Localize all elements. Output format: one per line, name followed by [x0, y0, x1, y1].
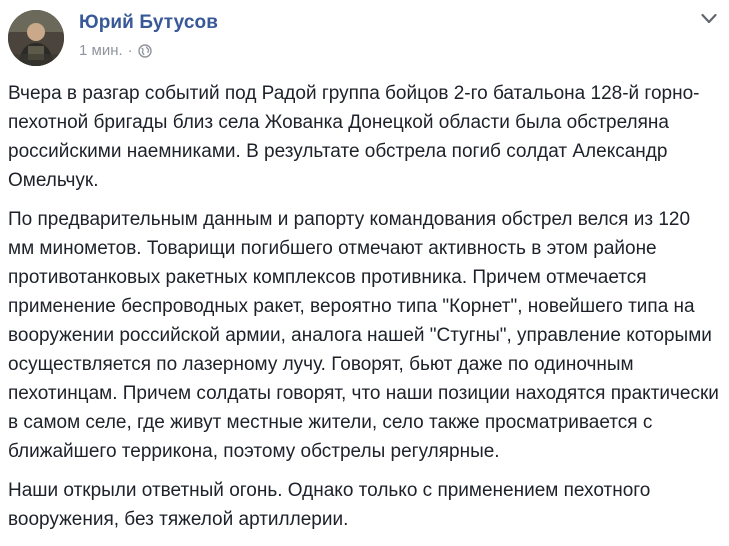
avatar-photo: [8, 10, 64, 66]
author-name[interactable]: Юрий Бутусов: [79, 12, 218, 33]
post-paragraph-1: Вчера в разгар событий под Радой группа бойцов 2-го батальона 128-й горно-пехотной бригады близ села Жованка Донецкой области была обстреляна российскими наемниками. В результате обстрела погиб солдат Александр Омельчук.: [8, 83, 700, 191]
chevron-down-icon[interactable]: [701, 12, 717, 24]
post-paragraph-3: Наши открыли ответный огонь. Однако только с применением пехотного вооружения, без тяжелой артиллерии.: [8, 480, 651, 530]
globe-icon[interactable]: [138, 44, 152, 58]
post-paragraph-2: По предварительным данным и рапорту командования обстрел велся из 120 мм минометов. Товарищи погибшего отмечают активность в этом районе противотанковых ракетных комплексов противника. Причем отмечается применение беспроводных ракет, вероятно типа "Корнет", новейшего типа на вооружении российской армии, аналога нашей "Стугны", управление которыми осуществляется по лазерному лучу. Говорят, бьют даже по одиночным пехотинцам. Причем солдаты говорят, что наши позиции находятся практически в самом селе, где живут местные жители, село также просматривается с ближайшего терриконa, поэтому обстрелы регулярные.: [8, 209, 719, 462]
meta-separator: ·: [127, 42, 133, 59]
post-meta: [79, 42, 152, 59]
post-content: [8, 79, 720, 544]
post-time[interactable]: 1 мин.: [79, 42, 123, 59]
avatar[interactable]: [8, 10, 64, 66]
